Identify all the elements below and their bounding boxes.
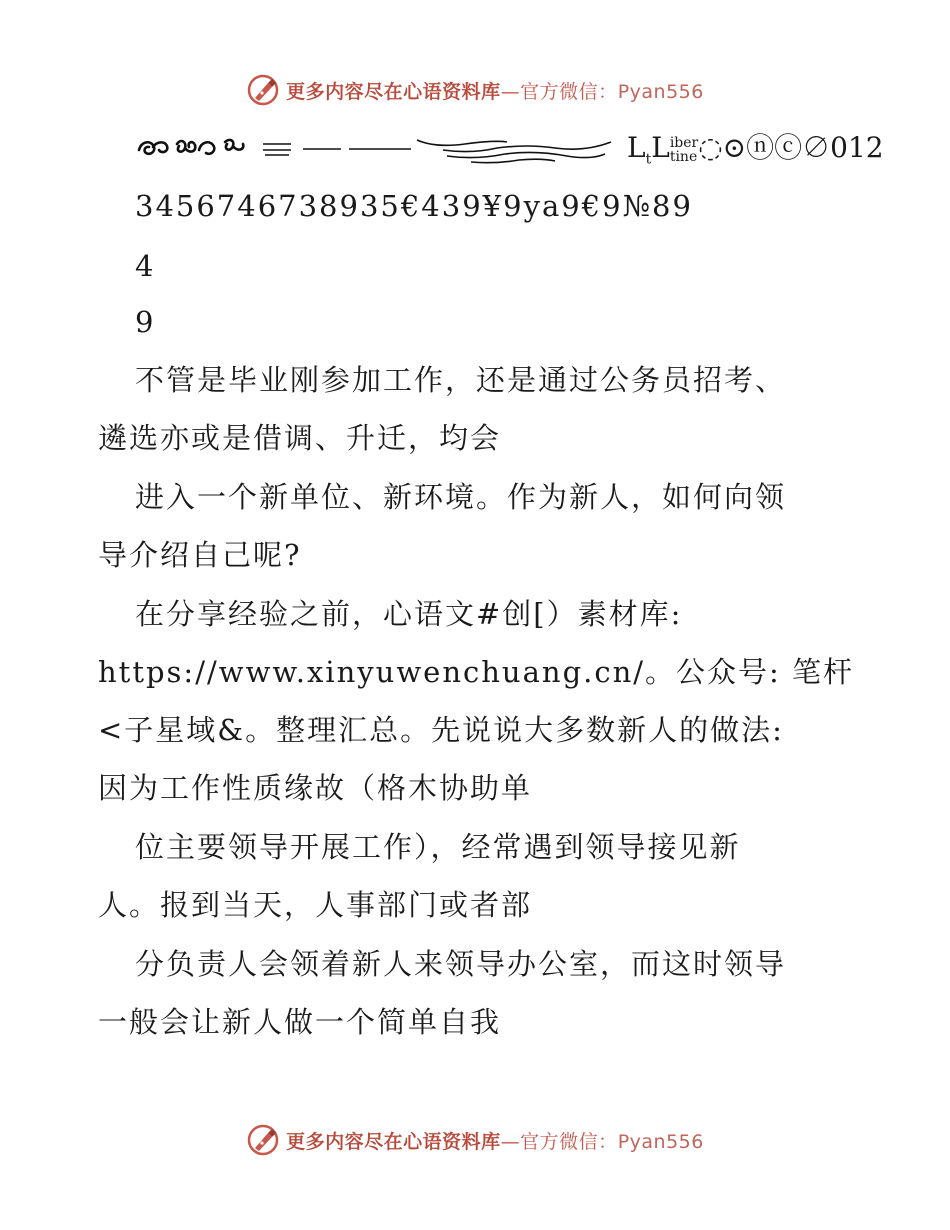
body-line-10: <子星域&。整理汇总。先说说大多数新人的做法:	[98, 713, 784, 747]
watermark-wechat-label: 官方微信：	[520, 80, 618, 103]
ornament-char-2: t	[645, 151, 652, 168]
pen-nib-logo-icon	[246, 1123, 280, 1157]
body-line-4: 不管是毕业刚参加工作，还是通过公务员招考、	[135, 363, 787, 397]
watermark-site: 更多内容尽在心语资料库	[286, 80, 501, 103]
body-line-15: 一般会让新人做一个简单自我	[98, 1005, 502, 1039]
body-line-7: 导介绍自己呢?	[98, 538, 302, 572]
body-line-2: 4	[135, 249, 156, 283]
ornament-char-1: L	[627, 131, 646, 164]
watermark-text	[286, 1127, 704, 1154]
watermark-wechat-label: 官方微信：	[520, 1130, 618, 1153]
body-line-11: 因为工作性质缘故（格木协助单	[98, 771, 533, 805]
decorative-flourish-icon	[135, 128, 625, 168]
pen-nib-logo-icon	[246, 73, 280, 107]
watermark-wechat-id: Pyan556	[617, 80, 704, 103]
body-line-14: 分负责人会领着新人来领导办公室，而这时领导	[135, 947, 787, 981]
watermark-dash: —	[500, 1130, 521, 1153]
body-line-3: 9	[135, 305, 156, 339]
watermark-wechat-id: Pyan556	[617, 1130, 704, 1153]
header-watermark	[0, 70, 950, 110]
body-line-13: 人。报到当天，人事部门或者部	[98, 888, 533, 922]
ornament-sub: tine	[669, 148, 698, 165]
body-line-5: 遴选亦或是借调、升迁，均会	[98, 421, 502, 455]
watermark-text	[286, 77, 704, 104]
watermark-dash: —	[500, 80, 521, 103]
body-line-12: 位主要领导开展工作），经常遇到领导接见新	[135, 830, 741, 864]
body-line-8: 在分享经验之前，心语文#创[）素材库:	[135, 597, 683, 631]
body-line-1: 3456746738935€439¥9ya9€9№89	[135, 189, 693, 223]
watermark-site: 更多内容尽在心语资料库	[286, 1130, 501, 1153]
body-line-9: https://www.xinyuwenchuang.cn/。公众号: 笔杆	[98, 655, 855, 689]
ornament-tail-text	[627, 128, 884, 180]
ornament-char-3: L	[651, 131, 670, 164]
ornament-symbols: ◌⊙ⓝⓒ∅012	[698, 131, 884, 164]
footer-watermark	[0, 1120, 950, 1160]
ornament-line	[135, 128, 884, 168]
body-line-6: 进入一个新单位、新环境。作为新人，如何向领	[135, 480, 787, 514]
ornament-sup: iber	[669, 134, 699, 151]
